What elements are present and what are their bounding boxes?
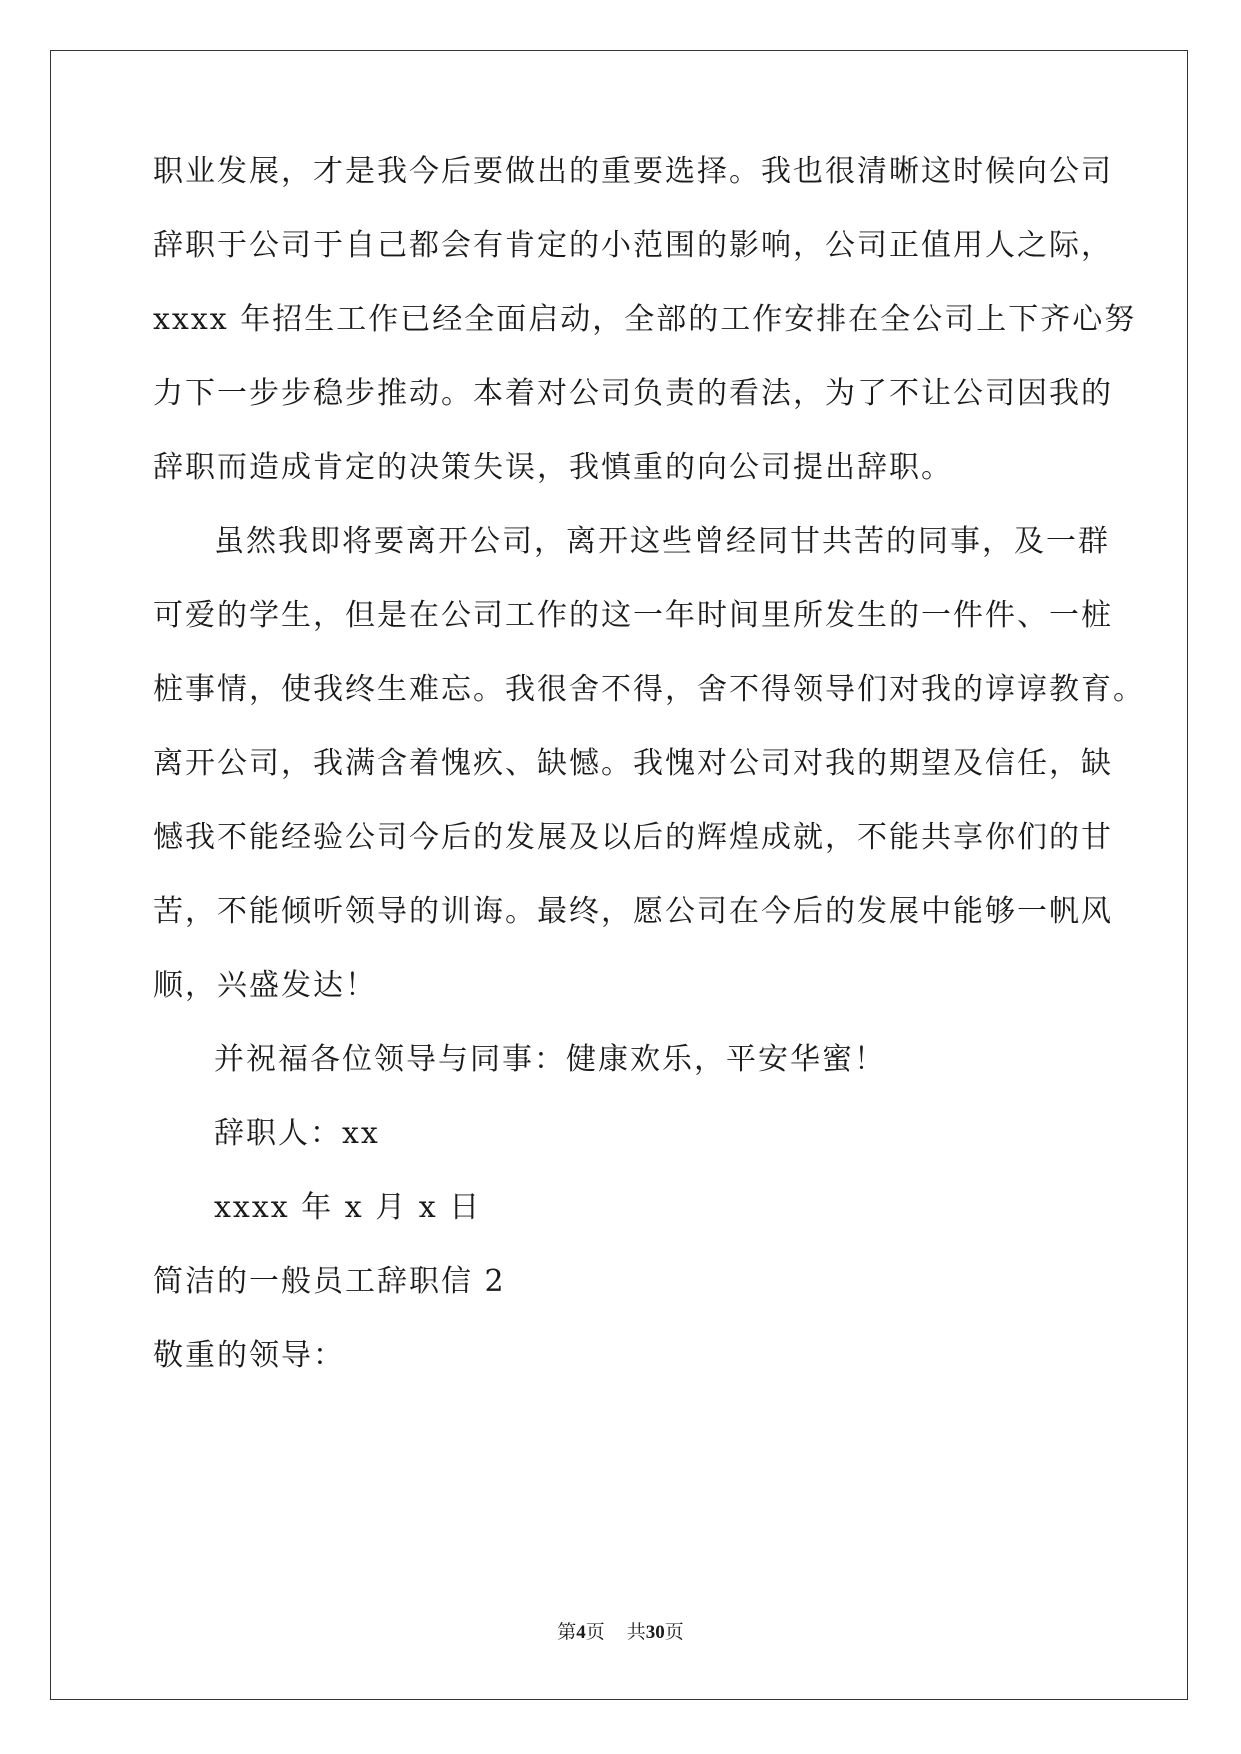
page-number: 4 bbox=[576, 1622, 586, 1643]
body-line-3: xxxx 年招生工作已经全面启动，全部的工作安排在全公司上下齐心努 bbox=[153, 302, 1137, 337]
body-line-6: 虽然我即将要离开公司，离开这些曾经同甘共苦的同事，及一群 bbox=[214, 524, 1110, 559]
page-border bbox=[50, 50, 1188, 1700]
closing-wishes: 并祝福各位领导与同事：健康欢乐，平安华蜜！ bbox=[214, 1042, 886, 1077]
body-line-11: 苦，不能倾听领导的训诲。最终，愿公司在今后的发展中能够一帆风 bbox=[153, 894, 1113, 929]
total-prefix: 共 bbox=[626, 1621, 646, 1643]
page-footer bbox=[0, 1620, 1241, 1645]
salutation: 敬重的领导： bbox=[153, 1338, 345, 1373]
body-line-12: 顺，兴盛发达！ bbox=[153, 968, 377, 1003]
body-line-5: 辞职而造成肯定的决策失误，我慎重的向公司提出辞职。 bbox=[153, 450, 953, 485]
page-suffix: 页 bbox=[585, 1621, 605, 1643]
body-line-2: 辞职于公司于自己都会有肯定的小范围的影响，公司正值用人之际， bbox=[153, 228, 1113, 263]
body-line-8: 桩事情，使我终生难忘。我很舍不得，舍不得领导们对我的谆谆教育。 bbox=[153, 672, 1145, 707]
section-title: 简洁的一般员工辞职信 2 bbox=[153, 1264, 506, 1299]
page-prefix: 第 bbox=[557, 1621, 577, 1643]
total-pages: 30 bbox=[645, 1622, 665, 1643]
body-line-10: 憾我不能经验公司今后的发展及以后的辉煌成就，不能共享你们的甘 bbox=[153, 820, 1113, 855]
signature-line: 辞职人：xx bbox=[214, 1116, 380, 1151]
body-line-7: 可爱的学生，但是在公司工作的这一年时间里所发生的一件件、一桩 bbox=[153, 598, 1113, 633]
body-line-9: 离开公司，我满含着愧疚、缺憾。我愧对公司对我的期望及信任，缺 bbox=[153, 746, 1113, 781]
body-line-4: 力下一步步稳步推动。本着对公司负责的看法，为了不让公司因我的 bbox=[153, 376, 1113, 411]
body-line-1: 职业发展，才是我今后要做出的重要选择。我也很清晰这时候向公司 bbox=[153, 154, 1113, 189]
date-line: xxxx 年 x 月 x 日 bbox=[214, 1190, 482, 1225]
total-suffix: 页 bbox=[664, 1621, 684, 1643]
